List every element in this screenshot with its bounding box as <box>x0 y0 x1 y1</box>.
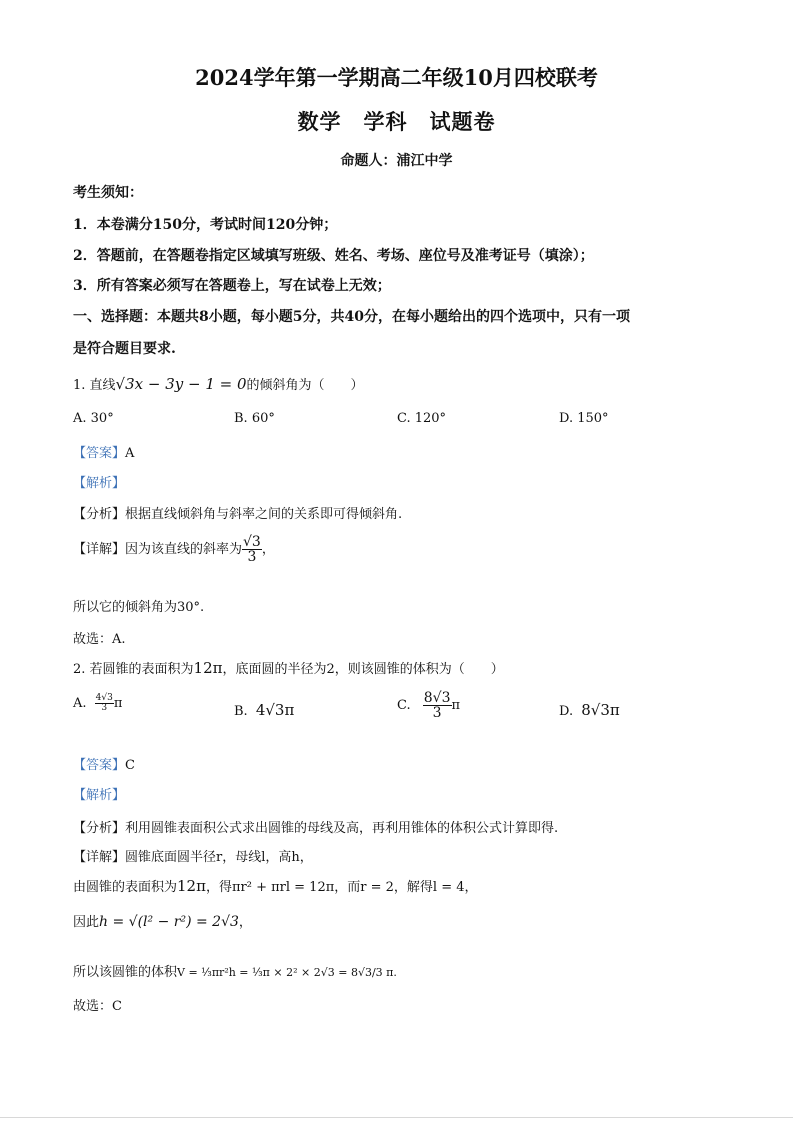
q1-detail <box>73 535 275 564</box>
q2-stem <box>73 658 504 677</box>
notice-item-1: 1．本卷满分150分，考试时间120分钟； <box>73 217 338 233</box>
q2-choose: 故选：C <box>73 999 122 1014</box>
section-heading-line1: 一、选择题：本题共8小题，每小题5分，共40分，在每小题给出的四个选项中，只有一项 <box>73 309 630 325</box>
q2-detail-3 <box>73 911 252 930</box>
q1-fenxi: 【分析】根据直线倾斜角与斜率之间的关系即可得倾斜角. <box>73 507 403 522</box>
q2-detail-2-area: 12π <box>177 877 206 895</box>
q2-opt-c-den: 3 <box>423 705 452 720</box>
q2-opt-a-fraction <box>95 694 114 713</box>
q2-option-c <box>397 691 460 720</box>
q1-slope-den: 3 <box>242 549 262 564</box>
q2-stem-area: 12π <box>193 659 223 677</box>
q1-stem-tail: 的倾斜角为（ ） <box>246 378 364 393</box>
q2-detail-3-a: 因此 <box>73 915 100 930</box>
q2-detail-2-b: ，得πr² + πrl = 12π，而r = 2，解得l = 4， <box>205 880 478 895</box>
q1-slope-fraction <box>242 535 262 564</box>
exam-subtitle: 数学 学科 试题卷 <box>297 109 496 134</box>
q1-answer <box>73 442 134 461</box>
q2-opt-a-den: 3 <box>95 703 114 713</box>
exam-title: 2024学年第一学期高二年级10月四校联考 <box>195 65 598 90</box>
q2-opt-a-pi: π <box>113 696 123 711</box>
q2-opt-c-label: C. <box>397 698 411 713</box>
q1-answer-value: A <box>125 446 135 461</box>
notice-heading: 考生须知： <box>73 185 143 201</box>
exam-author: 命题人：浦江中学 <box>340 153 453 169</box>
q2-analysis-tag: 【解析】 <box>73 788 126 803</box>
q1-option-d: D. 150° <box>559 411 609 426</box>
q1-option-a: A. 30° <box>73 411 114 426</box>
q2-detail-3-eq: h = √(l² − r²) = 2√3 <box>99 914 239 930</box>
q2-detail-4 <box>73 961 397 980</box>
q2-answer <box>73 754 135 773</box>
q2-opt-a-label: A. <box>73 696 87 711</box>
notice-item-3: 3．所有答案必须写在答题卷上，写在试卷上无效； <box>73 278 391 294</box>
q2-answer-tag: 【答案】 <box>73 758 126 773</box>
q2-opt-a-num: 4√3 <box>95 693 113 703</box>
q1-equation: √3x − 3y − 1 = 0 <box>115 375 247 393</box>
q2-detail-2-a: 由圆锥的表面积为 <box>73 880 178 895</box>
q2-detail-2 <box>73 876 477 895</box>
q2-stem-b: ，底面圆的半径为2，则该圆锥的体积为（ ） <box>222 662 504 677</box>
q1-slope-num: √3 <box>243 534 261 550</box>
q2-fenxi: 【分析】利用圆锥表面积公式求出圆锥的母线及高，再利用锥体的体积公式计算即得. <box>73 821 559 836</box>
section-heading-line2: 是符合题目要求. <box>73 341 176 357</box>
q2-opt-c-fraction <box>423 691 452 720</box>
q2-opt-b-label: B. <box>234 704 248 719</box>
q1-number: 1. 直线 <box>73 378 116 393</box>
page-bottom-divider <box>0 1117 793 1118</box>
notice-item-2: 2．答题前，在答题卷指定区域填写班级、姓名、考场、座位号及准考证号（填涂）； <box>73 248 594 264</box>
q1-option-c: C. 120° <box>397 411 447 426</box>
q2-detail-1: 【详解】圆锥底面圆半径r，母线l，高h， <box>73 850 313 865</box>
q2-stem-a: 2. 若圆锥的表面积为 <box>73 662 194 677</box>
q2-detail-4-eq: V = ⅓πr²h = ⅓π × 2² × 2√3 = 8√3/3 π. <box>177 966 397 979</box>
q2-opt-c-num: 8√3 <box>423 690 451 706</box>
q2-option-a <box>73 694 122 713</box>
q1-option-b: B. 60° <box>234 411 275 426</box>
q1-choose: 故选：A. <box>73 632 126 647</box>
q1-angle-line: 所以它的倾斜角为30°. <box>73 600 205 615</box>
q2-detail-3-b: ， <box>238 915 252 930</box>
q2-opt-d-value: 8√3π <box>581 701 620 719</box>
q2-opt-c-pi: π <box>451 698 461 713</box>
q2-option-b <box>234 701 294 719</box>
q1-stem <box>73 374 364 393</box>
q2-opt-d-label: D. <box>559 704 574 719</box>
q2-detail-4-a: 所以该圆锥的体积 <box>73 965 178 980</box>
q1-detail-suffix: ， <box>261 542 275 557</box>
q2-answer-value: C <box>125 758 135 773</box>
q1-detail-prefix: 【详解】因为该直线的斜率为 <box>73 542 243 557</box>
q1-answer-tag: 【答案】 <box>73 446 126 461</box>
q2-opt-b-value: 4√3π <box>255 701 295 719</box>
q2-option-d <box>559 701 620 719</box>
q1-analysis-tag: 【解析】 <box>73 476 126 491</box>
